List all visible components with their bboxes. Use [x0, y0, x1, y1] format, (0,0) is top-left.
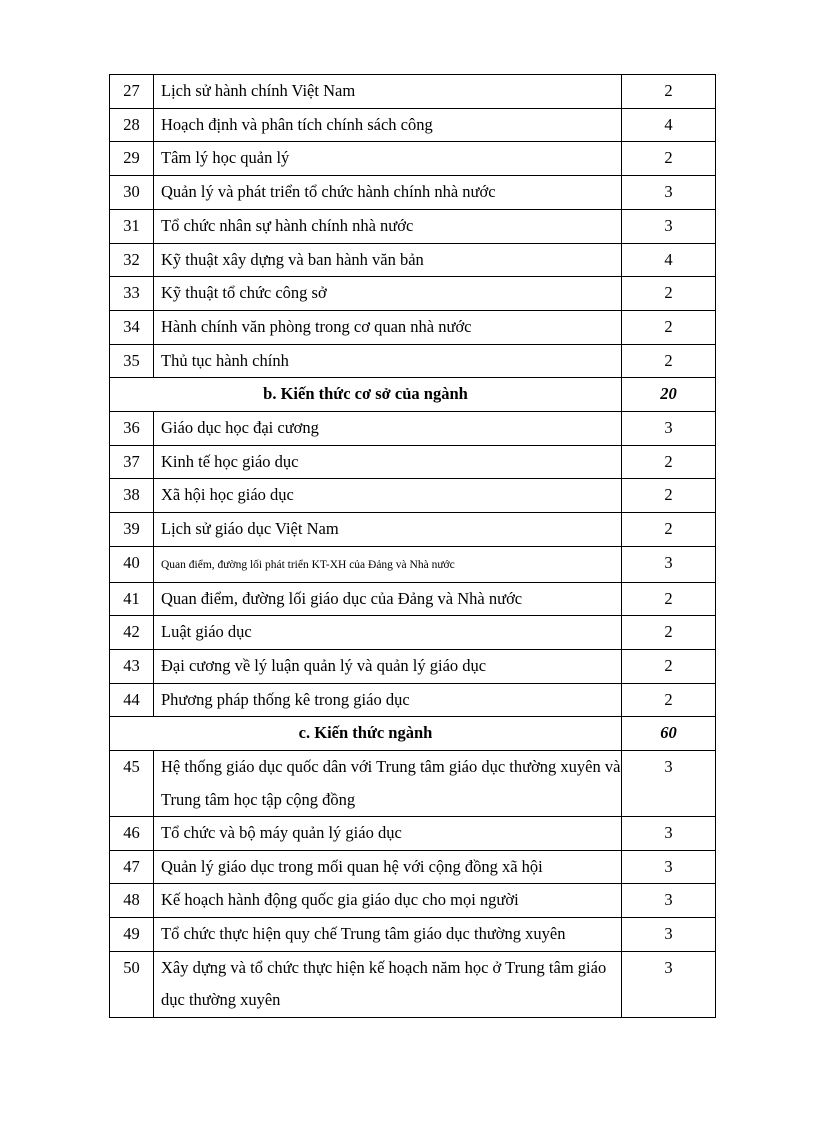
- table-row: [110, 479, 716, 513]
- table-row: [110, 75, 716, 109]
- course-number: 27: [110, 75, 154, 109]
- table-row: [110, 277, 716, 311]
- course-name: Giáo dục học đại cương: [154, 412, 622, 446]
- course-credits: 2: [622, 445, 716, 479]
- course-name: Xã hội học giáo dục: [154, 479, 622, 513]
- course-credits: 2: [622, 479, 716, 513]
- course-credits: 4: [622, 243, 716, 277]
- course-name: Luật giáo dục: [154, 616, 622, 650]
- course-name: Kinh tế học giáo dục: [154, 445, 622, 479]
- table-row: [110, 951, 716, 1017]
- section-credits: 20: [622, 378, 716, 412]
- course-number: 43: [110, 649, 154, 683]
- table-row: [110, 751, 716, 817]
- course-name: Kỹ thuật tổ chức công sở: [154, 277, 622, 311]
- course-number: 47: [110, 850, 154, 884]
- table-row: [110, 344, 716, 378]
- course-name: Quản lý và phát triển tổ chức hành chính nhà nước: [154, 176, 622, 210]
- course-number: 31: [110, 209, 154, 243]
- course-credits: 2: [622, 513, 716, 547]
- course-number: 28: [110, 108, 154, 142]
- course-name: Kế hoạch hành động quốc gia giáo dục cho mọi người: [154, 884, 622, 918]
- course-name: Lịch sử hành chính Việt Nam: [154, 75, 622, 109]
- table-row: [110, 445, 716, 479]
- course-number: 41: [110, 582, 154, 616]
- table-row: [110, 546, 716, 582]
- table-row: [110, 649, 716, 683]
- section-title: b. Kiến thức cơ sở của ngành: [110, 378, 622, 412]
- table-row: [110, 310, 716, 344]
- course-credits: 2: [622, 310, 716, 344]
- table-row: [110, 683, 716, 717]
- course-number: 36: [110, 412, 154, 446]
- section-header-row: [110, 717, 716, 751]
- course-credits: 4: [622, 108, 716, 142]
- course-credits: 2: [622, 683, 716, 717]
- course-credits: 3: [622, 176, 716, 210]
- curriculum-table: [109, 74, 716, 1018]
- course-name: Quan điểm, đường lối giáo dục của Đảng và Nhà nước: [154, 582, 622, 616]
- course-number: 50: [110, 951, 154, 1017]
- course-number: 34: [110, 310, 154, 344]
- table-row: [110, 884, 716, 918]
- section-credits: 60: [622, 717, 716, 751]
- course-credits: 3: [622, 412, 716, 446]
- course-credits: 3: [622, 546, 716, 582]
- course-number: 40: [110, 546, 154, 582]
- course-name: Tổ chức thực hiện quy chế Trung tâm giáo dục thường xuyên: [154, 918, 622, 952]
- table-row: [110, 582, 716, 616]
- course-credits: 3: [622, 850, 716, 884]
- table-row: [110, 616, 716, 650]
- course-name: Tổ chức và bộ máy quản lý giáo dục: [154, 817, 622, 851]
- course-credits: 2: [622, 75, 716, 109]
- course-credits: 2: [622, 344, 716, 378]
- table-row: [110, 850, 716, 884]
- course-credits: 2: [622, 582, 716, 616]
- course-name: Hoạch định và phân tích chính sách công: [154, 108, 622, 142]
- course-number: 33: [110, 277, 154, 311]
- table-row: [110, 513, 716, 547]
- course-credits: 3: [622, 884, 716, 918]
- course-name: Đại cương về lý luận quản lý và quản lý giáo dục: [154, 649, 622, 683]
- course-credits: 3: [622, 918, 716, 952]
- course-number: 29: [110, 142, 154, 176]
- course-name: Tâm lý học quản lý: [154, 142, 622, 176]
- table-row: [110, 243, 716, 277]
- course-name: Phương pháp thống kê trong giáo dục: [154, 683, 622, 717]
- section-header-row: [110, 378, 716, 412]
- course-credits: 3: [622, 951, 716, 1017]
- course-credits: 2: [622, 142, 716, 176]
- course-number: 30: [110, 176, 154, 210]
- course-number: 32: [110, 243, 154, 277]
- course-credits: 3: [622, 751, 716, 817]
- course-number: 35: [110, 344, 154, 378]
- course-credits: 2: [622, 277, 716, 311]
- course-name: Tổ chức nhân sự hành chính nhà nước: [154, 209, 622, 243]
- course-name: Quan điểm, đường lối phát triển KT-XH của Đảng và Nhà nước: [161, 558, 455, 571]
- course-credits: 3: [622, 817, 716, 851]
- course-number: 45: [110, 751, 154, 817]
- course-name: Thủ tục hành chính: [154, 344, 622, 378]
- course-credits: 2: [622, 616, 716, 650]
- course-name: Lịch sử giáo dục Việt Nam: [154, 513, 622, 547]
- course-name: Xây dựng và tổ chức thực hiện kế hoạch năm học ở Trung tâm giáo dục thường xuyên: [154, 951, 622, 1017]
- section-title: c. Kiến thức ngành: [110, 717, 622, 751]
- course-number: 48: [110, 884, 154, 918]
- course-credits: 2: [622, 649, 716, 683]
- table-row: [110, 209, 716, 243]
- course-name: Kỹ thuật xây dựng và ban hành văn bản: [154, 243, 622, 277]
- course-number: 37: [110, 445, 154, 479]
- course-credits: 3: [622, 209, 716, 243]
- table-row: [110, 412, 716, 446]
- table-row: [110, 108, 716, 142]
- table-row: [110, 817, 716, 851]
- table-row: [110, 176, 716, 210]
- course-number: 49: [110, 918, 154, 952]
- table-row: [110, 918, 716, 952]
- course-number: 46: [110, 817, 154, 851]
- course-name: Hành chính văn phòng trong cơ quan nhà nước: [154, 310, 622, 344]
- course-name: Hệ thống giáo dục quốc dân với Trung tâm giáo dục thường xuyên và Trung tâm học tập cộng đồng: [154, 751, 622, 817]
- course-number: 44: [110, 683, 154, 717]
- course-number: 39: [110, 513, 154, 547]
- table-row: [110, 142, 716, 176]
- course-number: 42: [110, 616, 154, 650]
- course-name: Quản lý giáo dục trong mối quan hệ với cộng đồng xã hội: [154, 850, 622, 884]
- course-number: 38: [110, 479, 154, 513]
